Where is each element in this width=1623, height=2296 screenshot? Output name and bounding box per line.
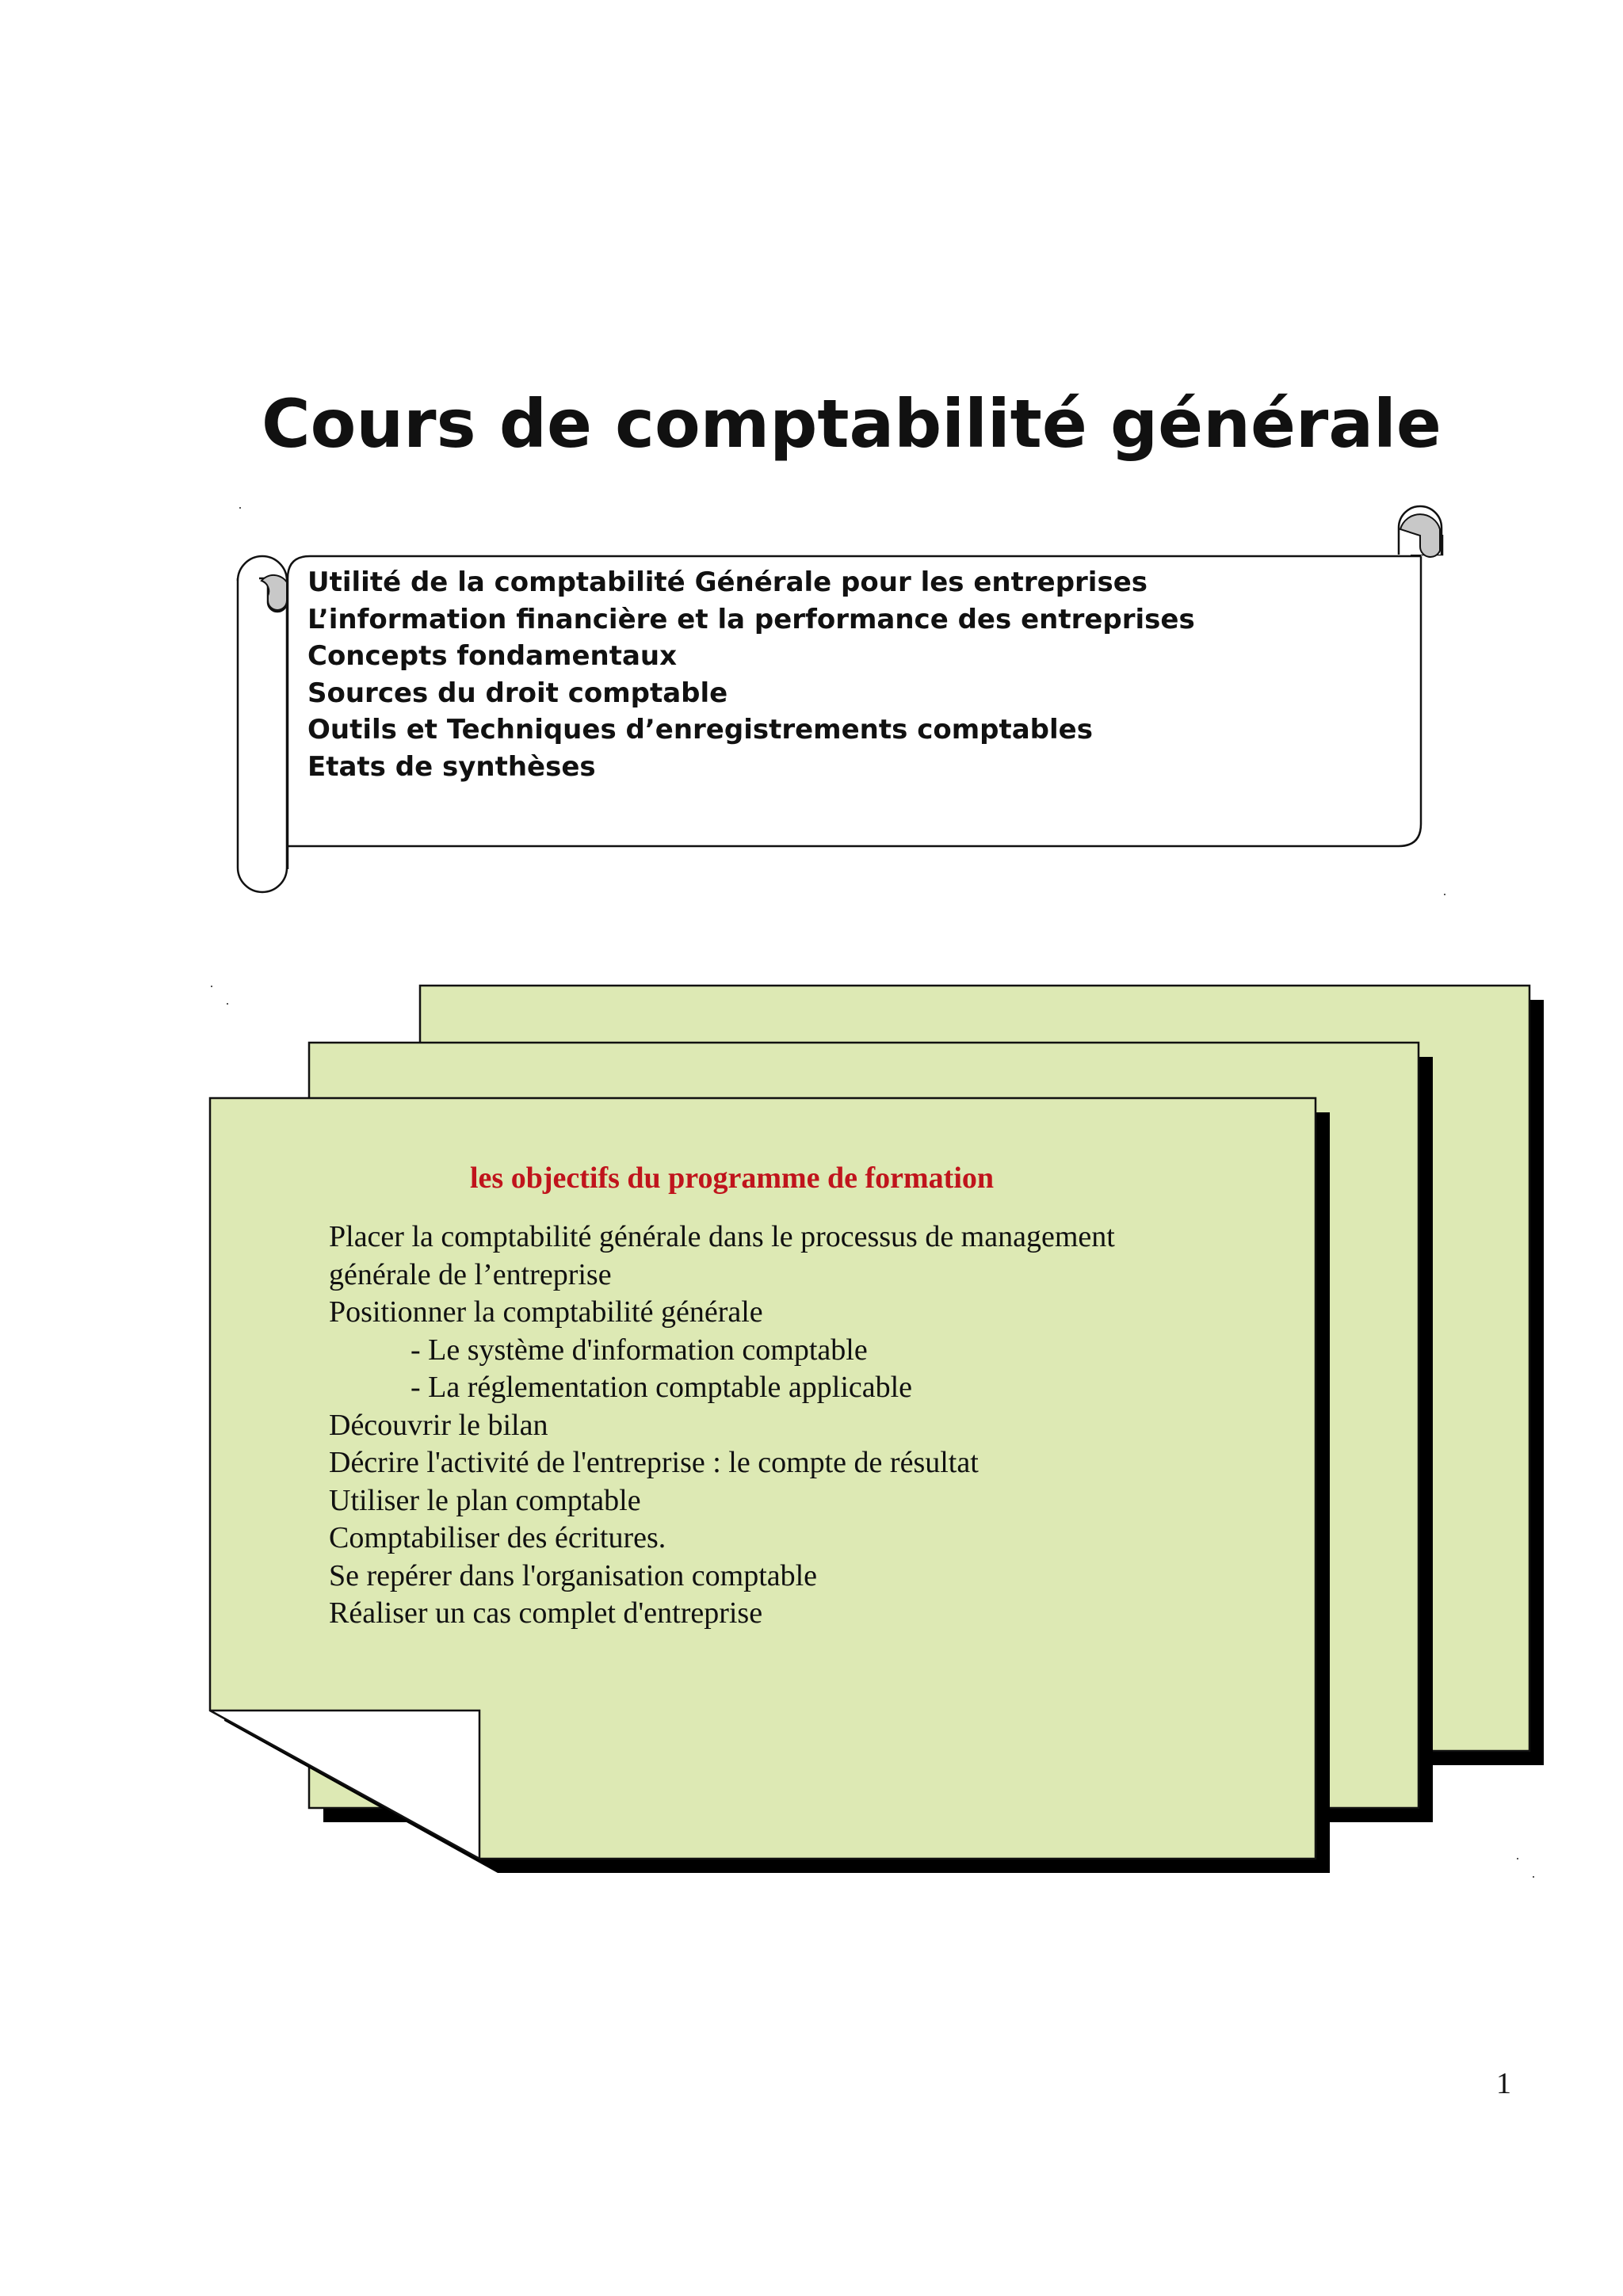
objective-item: Réaliser un cas complet d'entreprise: [329, 1596, 763, 1630]
scroll-topic-item: L’information financière et la performance des entreprises: [307, 603, 1195, 635]
scroll-topic-item: Sources du droit comptable: [307, 677, 728, 709]
scan-speck: [227, 1003, 228, 1005]
objective-item: Utiliser le plan comptable: [329, 1483, 641, 1517]
scan-speck: [1533, 1876, 1534, 1878]
objective-item: Positionner la comptabilité générale: [329, 1295, 763, 1329]
objective-item: Placer la comptabilité générale dans le processus de management: [329, 1220, 1115, 1253]
page-number: 1: [1496, 2067, 1511, 2100]
scroll-topic-item: Concepts fondamentaux: [307, 640, 678, 672]
scan-speck: [239, 507, 241, 509]
objectives-list: [329, 1219, 1280, 1633]
objective-item: Se repérer dans l'organisation comptable: [329, 1558, 818, 1592]
objective-subitem: - Le système d'information comptable: [411, 1333, 868, 1367]
objective-item: Décrire l'activité de l'entreprise : le compte de résultat: [329, 1446, 979, 1479]
objective-subitem: - La réglementation comptable applicable: [411, 1371, 913, 1404]
objective-item: générale de l’entreprise: [329, 1257, 612, 1291]
objectives-title: les objectifs du programme de formation: [470, 1161, 995, 1195]
scroll-topic-item: Utilité de la comptabilité Générale pour les entreprises: [307, 566, 1148, 598]
scan-speck: [1517, 1858, 1518, 1859]
objective-item: Découvrir le bilan: [329, 1408, 548, 1442]
scan-speck: [1444, 894, 1445, 895]
objective-item: Comptabiliser des écritures.: [329, 1521, 666, 1554]
scroll-topic-item: Etats de synthèses: [307, 750, 596, 783]
page-title: Cours de comptabilité générale: [262, 385, 1442, 463]
objectives-block: [329, 1158, 1280, 1633]
scan-speck: [211, 986, 212, 987]
scroll-topic-item: Outils et Techniques d’enregistrements comptables: [307, 714, 1093, 746]
